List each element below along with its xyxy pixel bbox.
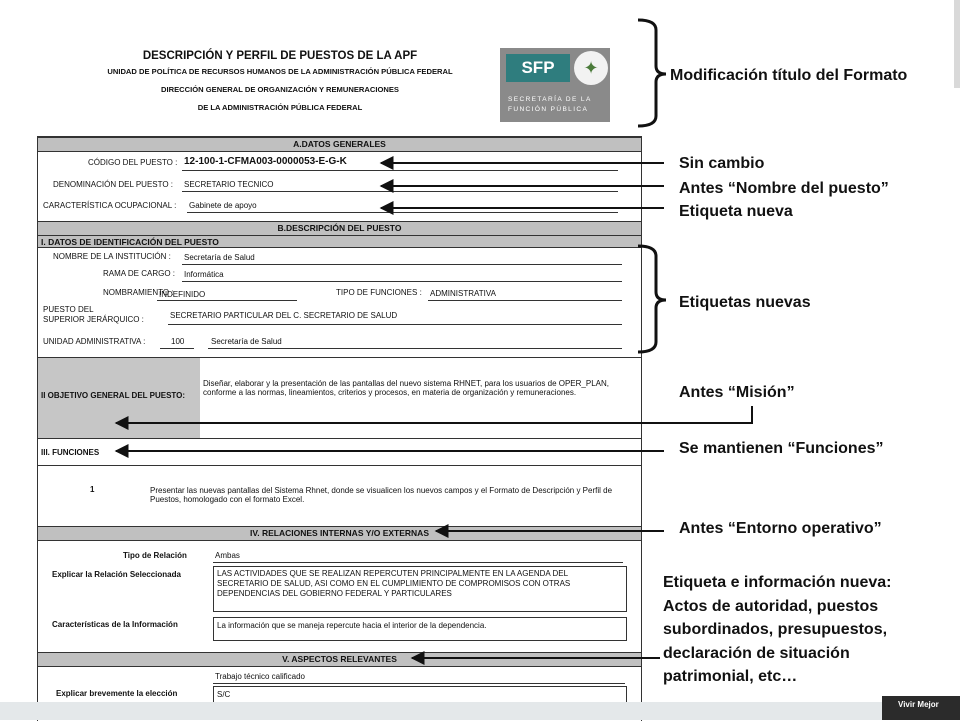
institucion-value: Secretaría de Salud <box>184 253 255 262</box>
superior-label-2: SUPERIOR JERÁRQUICO : <box>43 315 144 324</box>
arrow-antes-mision <box>116 406 752 423</box>
unidad-value: Secretaría de Salud <box>211 337 282 346</box>
annotation-note <box>663 571 943 689</box>
explicar-relacion-label: Explicar la Relación Seleccionada <box>52 570 181 579</box>
objetivo-label: II OBJETIVO GENERAL DEL PUESTO: <box>41 391 186 400</box>
slide-edge <box>954 0 960 88</box>
tipo-relacion-value: Ambas <box>215 551 240 560</box>
unidad-label: UNIDAD ADMINISTRATIVA : <box>43 337 146 346</box>
denominacion-label: DENOMINACIÓN DEL PUESTO : <box>53 180 174 189</box>
caracteristica-label: CARACTERÍSTICA OCUPACIONAL : <box>43 201 177 210</box>
institucion-label: NOMBRE DE LA INSTITUCIÓN : <box>53 252 171 261</box>
note-line-2: Actos de autoridad, puestos <box>663 597 879 615</box>
caracteristicas-info-label: Características de la Información <box>52 620 178 629</box>
annotation-antes-nombre: Antes “Nombre del puesto” <box>679 180 889 197</box>
form-subtitle-3: DE LA ADMINISTRACIÓN PÚBLICA FEDERAL <box>197 103 363 112</box>
annotation-etiqueta-nueva: Etiqueta nueva <box>679 203 793 220</box>
note-line-3: subordinados, presupuestos, <box>663 621 888 638</box>
annotation-titulo: Modificación título del Formato <box>670 67 908 84</box>
footer-bar <box>0 702 960 720</box>
caracteristicas-info-value: La información que se maneja repercute hacia el interior de la dependencia. <box>217 621 487 630</box>
section-a-header: A.DATOS GENERALES <box>38 137 641 152</box>
mexico-coat-of-arms-icon: ✦ <box>574 51 608 85</box>
labels-bracket <box>638 246 666 352</box>
note-line-5: patrimonial, etc… <box>663 668 798 685</box>
annotation-se-mantienen: Se mantienen “Funciones” <box>679 440 884 457</box>
sfp-name-line-1: SECRETARÍA DE LA <box>508 96 592 103</box>
annotation-sin-cambio: Sin cambio <box>679 155 765 172</box>
unidad-code: 100 <box>171 337 185 346</box>
footer-text: Vivir Mejor <box>898 700 939 709</box>
explicar-relacion-value: LAS ACTIVIDADES QUE SE REALIZAN REPERCUTEN PRINCIPALMENTE EN LA AGENDA DEL SECRETARIO DE SALUD, ASI COMO EN EL CUMPLIMIENTO DE COMPROMISOS CON OTRAS DEPENDENCIAS DEL GOBIERNO FEDERAL Y PARTICULARES <box>217 569 571 598</box>
tipo-relacion-label: Tipo de Relación <box>123 551 187 560</box>
form-title: DESCRIPCIÓN Y PERFIL DE PUESTOS DE LA APF <box>142 50 418 62</box>
objetivo-text: Diseñar, elaborar y la presentación de las pantallas del nuevo sistema RHNET, para los usuarios de OPER_PLAN, conforme a las normas, lineamientos, criterios y procesos, en materia de organización y remuneraciones. <box>203 379 609 397</box>
aspectos-value-2: S/C <box>217 690 231 699</box>
note-line-4: declaración de situación <box>663 644 850 662</box>
tipo-funciones-value: ADMINISTRATIVA <box>430 289 496 298</box>
codigo-label: CÓDIGO DEL PUESTO : <box>88 158 178 167</box>
nombramiento-value: INDEFINIDO <box>159 290 206 299</box>
rama-value: Informática <box>184 270 224 279</box>
section-b-header: B.DESCRIPCIÓN DEL PUESTO <box>38 221 641 236</box>
funcion-text: Presentar las nuevas pantallas del Sistema Rhnet, donde se visualicen los nuevos campos y el Formato de Descripción y Perfil de Puestos, homologado con el formato Excel. <box>150 486 613 504</box>
note-line-1: Etiqueta e información nueva: <box>663 574 892 591</box>
caracteristica-value: Gabinete de apoyo <box>189 201 257 210</box>
codigo-value: 12-100-1-CFMA003-0000053-E-G-K <box>184 156 347 167</box>
funcion-number: 1 <box>90 485 95 494</box>
sfp-name-line-2: FUNCIÓN PÚBLICA <box>508 106 589 113</box>
aspectos-value-1: Trabajo técnico calificado <box>215 672 305 681</box>
section-i-header: I. DATOS DE IDENTIFICACIÓN DEL PUESTO <box>38 235 641 248</box>
tipo-funciones-label: TIPO DE FUNCIONES : <box>336 288 422 297</box>
section-iv-header: IV. RELACIONES INTERNAS Y/O EXTERNAS <box>38 526 641 541</box>
title-bracket <box>638 20 666 126</box>
sfp-abbr: SFP <box>506 54 570 82</box>
annotation-etiquetas-nuevas: Etiquetas nuevas <box>679 294 811 311</box>
superior-value: SECRETARIO PARTICULAR DEL C. SECRETARIO DE SALUD <box>170 311 398 320</box>
superior-label-1: PUESTO DEL <box>43 305 94 314</box>
nombramiento-label: NOMBRAMIENTO : <box>103 288 174 297</box>
annotation-antes-entorno: Antes “Entorno operativo” <box>679 520 882 537</box>
explicar-eleccion-label: Explicar brevemente la elección <box>56 689 178 698</box>
funciones-header: III. FUNCIONES <box>41 448 100 457</box>
annotation-antes-mision: Antes “Misión” <box>679 384 795 401</box>
section-v-header: V. ASPECTOS RELEVANTES <box>38 652 641 667</box>
denominacion-value: SECRETARIO TECNICO <box>184 180 274 189</box>
rama-label: RAMA DE CARGO : <box>103 269 176 278</box>
form-subtitle-2: DIRECCIÓN GENERAL DE ORGANIZACIÓN Y REMUNERACIONES <box>161 85 399 94</box>
form-subtitle-1: UNIDAD DE POLÍTICA DE RECURSOS HUMANOS DE LA ADMINISTRACIÓN PÚBLICA FEDERAL <box>107 67 453 76</box>
